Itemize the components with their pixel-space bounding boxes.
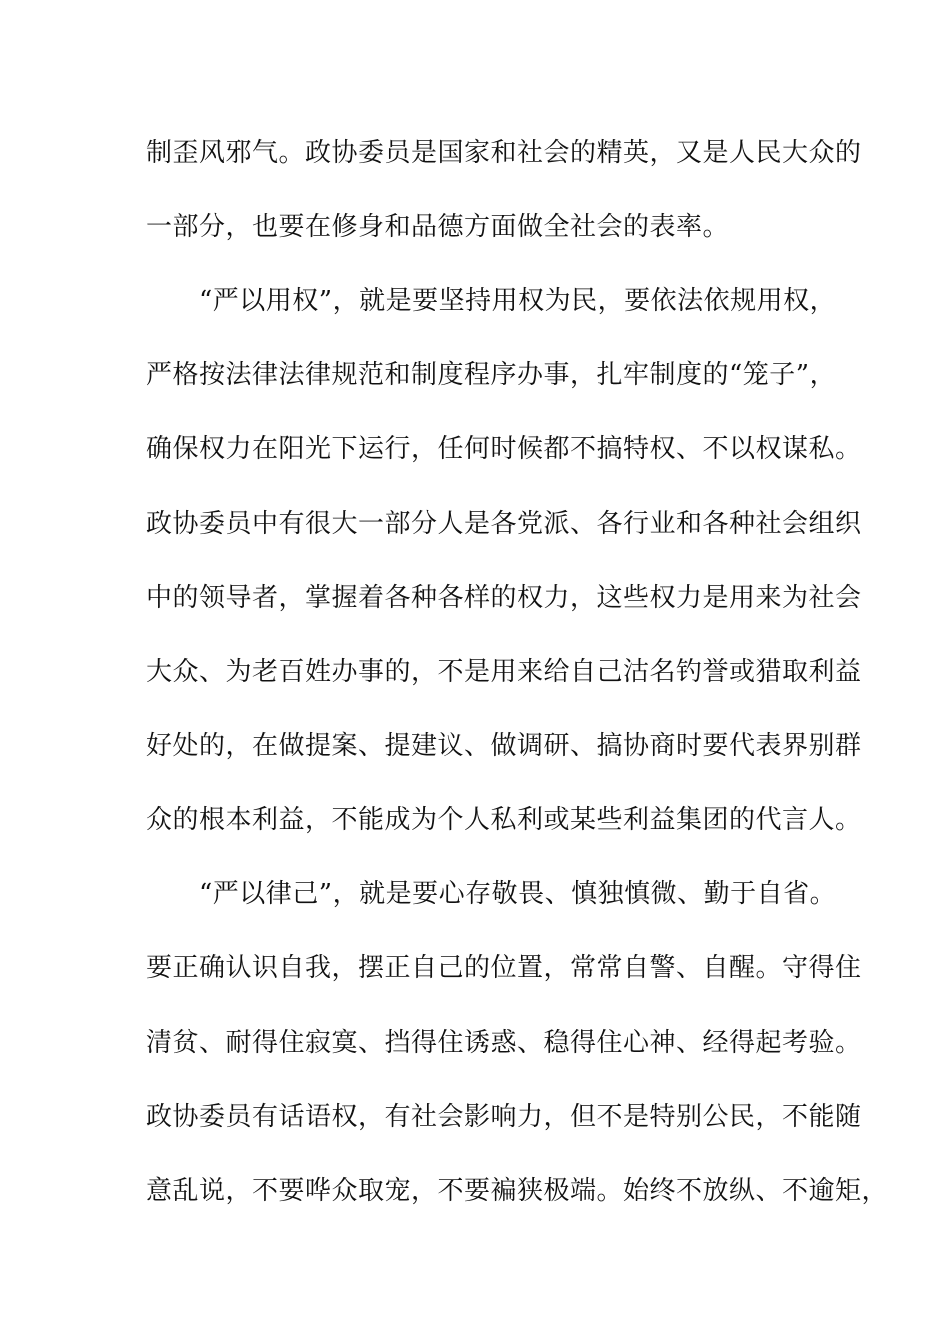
text-line: 一部分，也要在修身和品德方面做全社会的表率。 xyxy=(146,212,730,242)
text-line: 大众、为老百姓办事的，不是用来给自己沽名钓誉或猎取利益 xyxy=(146,657,862,687)
paragraph-start-line: “严以律己”，就是要心存敬畏、慎独慎微、勤于自省。 xyxy=(199,879,837,909)
text-line: 政协委员有话语权，有社会影响力，但不是特别公民，不能随 xyxy=(146,1102,862,1132)
text-line: 严格按法律法律规范和制度程序办事，扎牢制度的“笼子”， xyxy=(146,360,837,390)
text-line: 众的根本利益，不能成为个人私利或某些利益集团的代言人。 xyxy=(146,805,862,835)
text-line: 好处的，在做提案、提建议、做调研、搞协商时要代表界别群 xyxy=(146,731,862,761)
text-line: 清贫、耐得住寂寞、挡得住诱惑、稳得住心神、经得起考验。 xyxy=(146,1028,862,1058)
text-line: 确保权力在阳光下运行，任何时候都不搞特权、不以权谋私。 xyxy=(146,434,862,464)
text-line: 意乱说，不要哗众取宠，不要褊狭极端。始终不放纵、不逾矩， xyxy=(146,1176,889,1206)
text-line: 制歪风邪气。政协委员是国家和社会的精英，又是人民大众的 xyxy=(146,138,862,168)
text-line: 中的领导者，掌握着各种各样的权力，这些权力是用来为社会 xyxy=(146,583,862,613)
text-line: 要正确认识自我，摆正自己的位置，常常自警、自醒。守得住 xyxy=(146,953,862,983)
text-line: 政协委员中有很大一部分人是各党派、各行业和各种社会组织 xyxy=(146,509,862,539)
paragraph-start-line: “严以用权”，就是要坚持用权为民，要依法依规用权， xyxy=(199,286,837,316)
